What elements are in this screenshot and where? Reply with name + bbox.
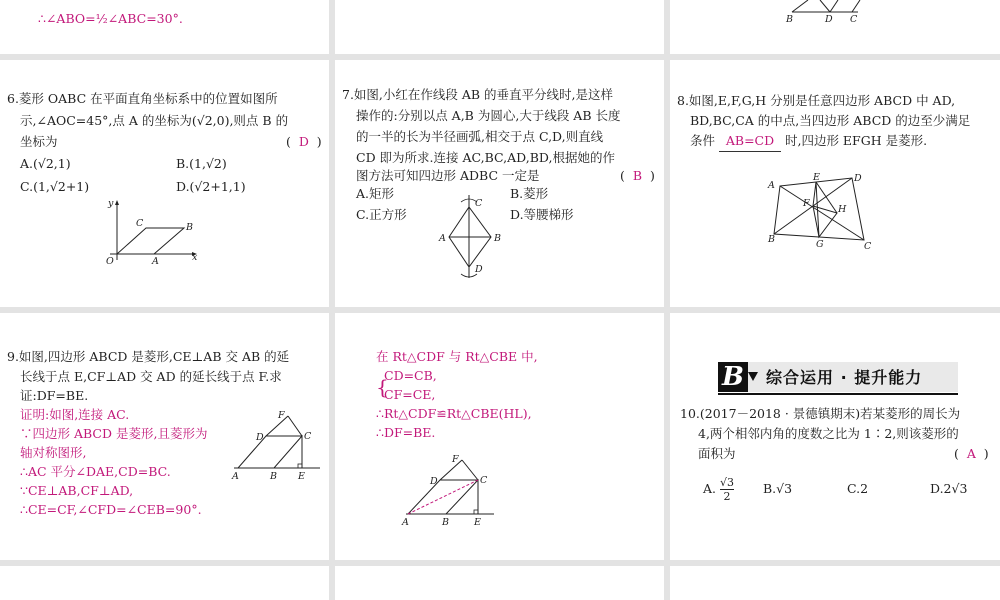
q9-label-C: C: [304, 431, 312, 442]
q10-option-a: [703, 476, 734, 503]
previous-answer-line: ∴∠ABO=½∠ABC=30°.: [38, 11, 183, 26]
q8-line-2: BD,BC,CA 的中点,当四边形 ABCD 的边至少满足: [690, 113, 971, 128]
q7-line-2: 操作的:分别以点 A,B 为圆心,大于线段 AB 长度: [356, 108, 621, 123]
q9-proof-line-5: ∵CE⊥AB,CF⊥AD,: [20, 483, 134, 498]
q8-line-1: 8.如图,E,F,G,H 分别是任意四边形 ABCD 中 AD,: [677, 93, 956, 108]
top-right-figure: [780, 0, 880, 30]
section-b-underline: [718, 393, 958, 395]
q9-proof-line-6: ∴CE=CF,∠CFD=∠CEB=90°.: [20, 502, 202, 517]
q10-line-3: 面积为: [698, 446, 736, 461]
q10-option-a-denominator: 2: [723, 490, 731, 503]
panel-bottom-left: [0, 566, 329, 600]
q7-label-D: D: [475, 264, 483, 275]
q9-label-D: D: [256, 432, 264, 443]
q9-cont-label-A: A: [402, 517, 409, 528]
q9-cont-line-5: ∴DF=BE.: [376, 425, 436, 440]
q8-label-F: F: [803, 198, 810, 209]
q7-option-a: A.矩形: [356, 186, 395, 201]
q10-option-d: D.2√3: [930, 481, 968, 496]
q6-option-b: B.(1,√2): [176, 156, 227, 171]
q9-cont-line-2: CD=CB,: [384, 368, 437, 383]
q6-line-3: 坐标为: [20, 134, 58, 149]
q7-line-1: 7.如图,小红在作线段 AB 的垂直平分线时,是这样: [342, 87, 614, 102]
q8-label-A: A: [768, 180, 775, 191]
q8-line-3-suffix: 时,四边形 EFGH 是菱形.: [784, 133, 928, 148]
q9-proof-line-2: ∵四边形 ABCD 是菱形,且菱形为: [20, 426, 208, 441]
label-B: B: [786, 14, 793, 25]
q6-answer: ( D ): [286, 134, 322, 149]
q9-proof-line-3: 轴对称图形,: [20, 445, 87, 460]
q9-cont-label-D: D: [430, 476, 438, 487]
q8-label-E: E: [813, 172, 820, 183]
q9-label-E: E: [298, 471, 305, 482]
q7-line-3: 的一半的长为半径画弧,相交于点 C,D,则直线: [356, 129, 604, 144]
q6-label-O: O: [106, 256, 114, 267]
q7-option-d: D.等腰梯形: [510, 207, 574, 222]
q9-rhombus-figure: [228, 408, 328, 483]
label-D: D: [825, 14, 833, 25]
q9-cont-line-4: ∴Rt△CDF≌Rt△CBE(HL),: [376, 406, 532, 421]
q9-proof-line-1: 证明:如图,连接 AC.: [20, 407, 130, 422]
q8-line-3-prefix: 条件: [690, 133, 716, 148]
q6-label-x: x: [192, 252, 198, 263]
q8-label-H: H: [838, 204, 847, 215]
section-b-title: 综合运用 · 提升能力: [766, 368, 923, 387]
q9-line-2: 长线于点 E,CF⊥AD 交 AD 的延长线于点 F.求: [20, 369, 282, 384]
q10-option-a-numerator: √3: [720, 476, 735, 489]
q6-coordinate-figure: [100, 198, 210, 268]
section-b-letter: B: [718, 362, 748, 392]
q6-answer-value: D: [298, 134, 309, 149]
q10-line-1: 10.(2017－2018 · 景德镇期末)若某菱形的周长为: [680, 406, 961, 421]
q9-label-B: B: [270, 471, 277, 482]
section-b-arrow-icon: [748, 372, 758, 384]
q9-proof-line-4: ∴AC 平分∠DAE,CD=BC.: [20, 464, 171, 479]
q7-label-A: A: [439, 233, 446, 244]
q8-line-3: [690, 130, 927, 152]
q9-cont-label-F: F: [452, 454, 459, 465]
q9-cont-brace: {: [376, 375, 389, 399]
label-C: C: [850, 14, 858, 25]
q7-line-4: CD 即为所求.连接 AC,BC,AD,BD,根据她的作: [356, 150, 615, 165]
q7-line-5: 图方法可知四边形 ADBC 一定是: [356, 168, 540, 183]
q8-quadrilateral-figure: [766, 170, 876, 250]
q8-label-G: G: [816, 239, 824, 250]
q9-line-1: 9.如图,四边形 ABCD 是菱形,CE⊥AB 交 AB 的延: [7, 349, 290, 364]
q8-label-D: D: [854, 173, 862, 184]
q8-label-C: C: [864, 241, 872, 252]
panel-top-middle: [335, 0, 664, 54]
q9-solution-figure: [400, 452, 500, 527]
q6-line-1: 6.菱形 OABC 在平面直角坐标系中的位置如图所: [7, 91, 278, 106]
q7-answer: ( B ): [620, 168, 655, 183]
q10-option-b: B.√3: [763, 481, 793, 496]
q7-answer-value: B: [632, 168, 643, 183]
q9-label-A: A: [232, 471, 239, 482]
q7-option-b: B.菱形: [510, 186, 549, 201]
q9-line-3: 证:DF=BE.: [20, 388, 89, 403]
q9-label-F: F: [278, 410, 285, 421]
q10-answer-value: A: [966, 446, 976, 461]
q6-label-B: B: [186, 222, 193, 233]
q9-cont-line-3: CF=CE,: [384, 387, 436, 402]
q10-option-a-fraction: [720, 476, 734, 503]
q10-option-a-prefix: A.: [703, 481, 717, 496]
q7-label-C: C: [475, 198, 483, 209]
section-b-banner: [718, 362, 958, 392]
q10-line-2: 4,两个相邻内角的度数之比为 1∶2,则该菱形的: [698, 426, 959, 441]
q8-answer-blank: AB=CD: [719, 130, 781, 152]
q7-option-c: C.正方形: [356, 207, 407, 222]
q6-line-2: 示,∠AOC=45°,点 A 的坐标为(√2,0),则点 B 的: [20, 113, 289, 128]
q9-cont-label-E: E: [474, 517, 481, 528]
q9-cont-label-C: C: [480, 475, 488, 486]
q6-option-a: A.(√2,1): [20, 156, 71, 171]
q7-perpendicular-bisector-figure: [435, 190, 505, 280]
q7-label-B: B: [494, 233, 501, 244]
q9-cont-line-1: 在 Rt△CDF 与 Rt△CBE 中,: [376, 349, 538, 364]
q10-answer: ( A ): [954, 446, 989, 461]
q8-label-B: B: [768, 234, 775, 245]
q6-label-A: A: [152, 256, 159, 267]
q10-option-c: C.2: [847, 481, 869, 496]
panel-bottom-middle: [335, 566, 664, 600]
q6-option-c: C.(1,√2+1): [20, 179, 90, 194]
q6-label-C: C: [136, 218, 144, 229]
q6-option-d: D.(√2+1,1): [176, 179, 246, 194]
panel-bottom-right: [670, 566, 1000, 600]
q6-label-y: y: [108, 198, 114, 209]
q9-cont-label-B: B: [442, 517, 449, 528]
